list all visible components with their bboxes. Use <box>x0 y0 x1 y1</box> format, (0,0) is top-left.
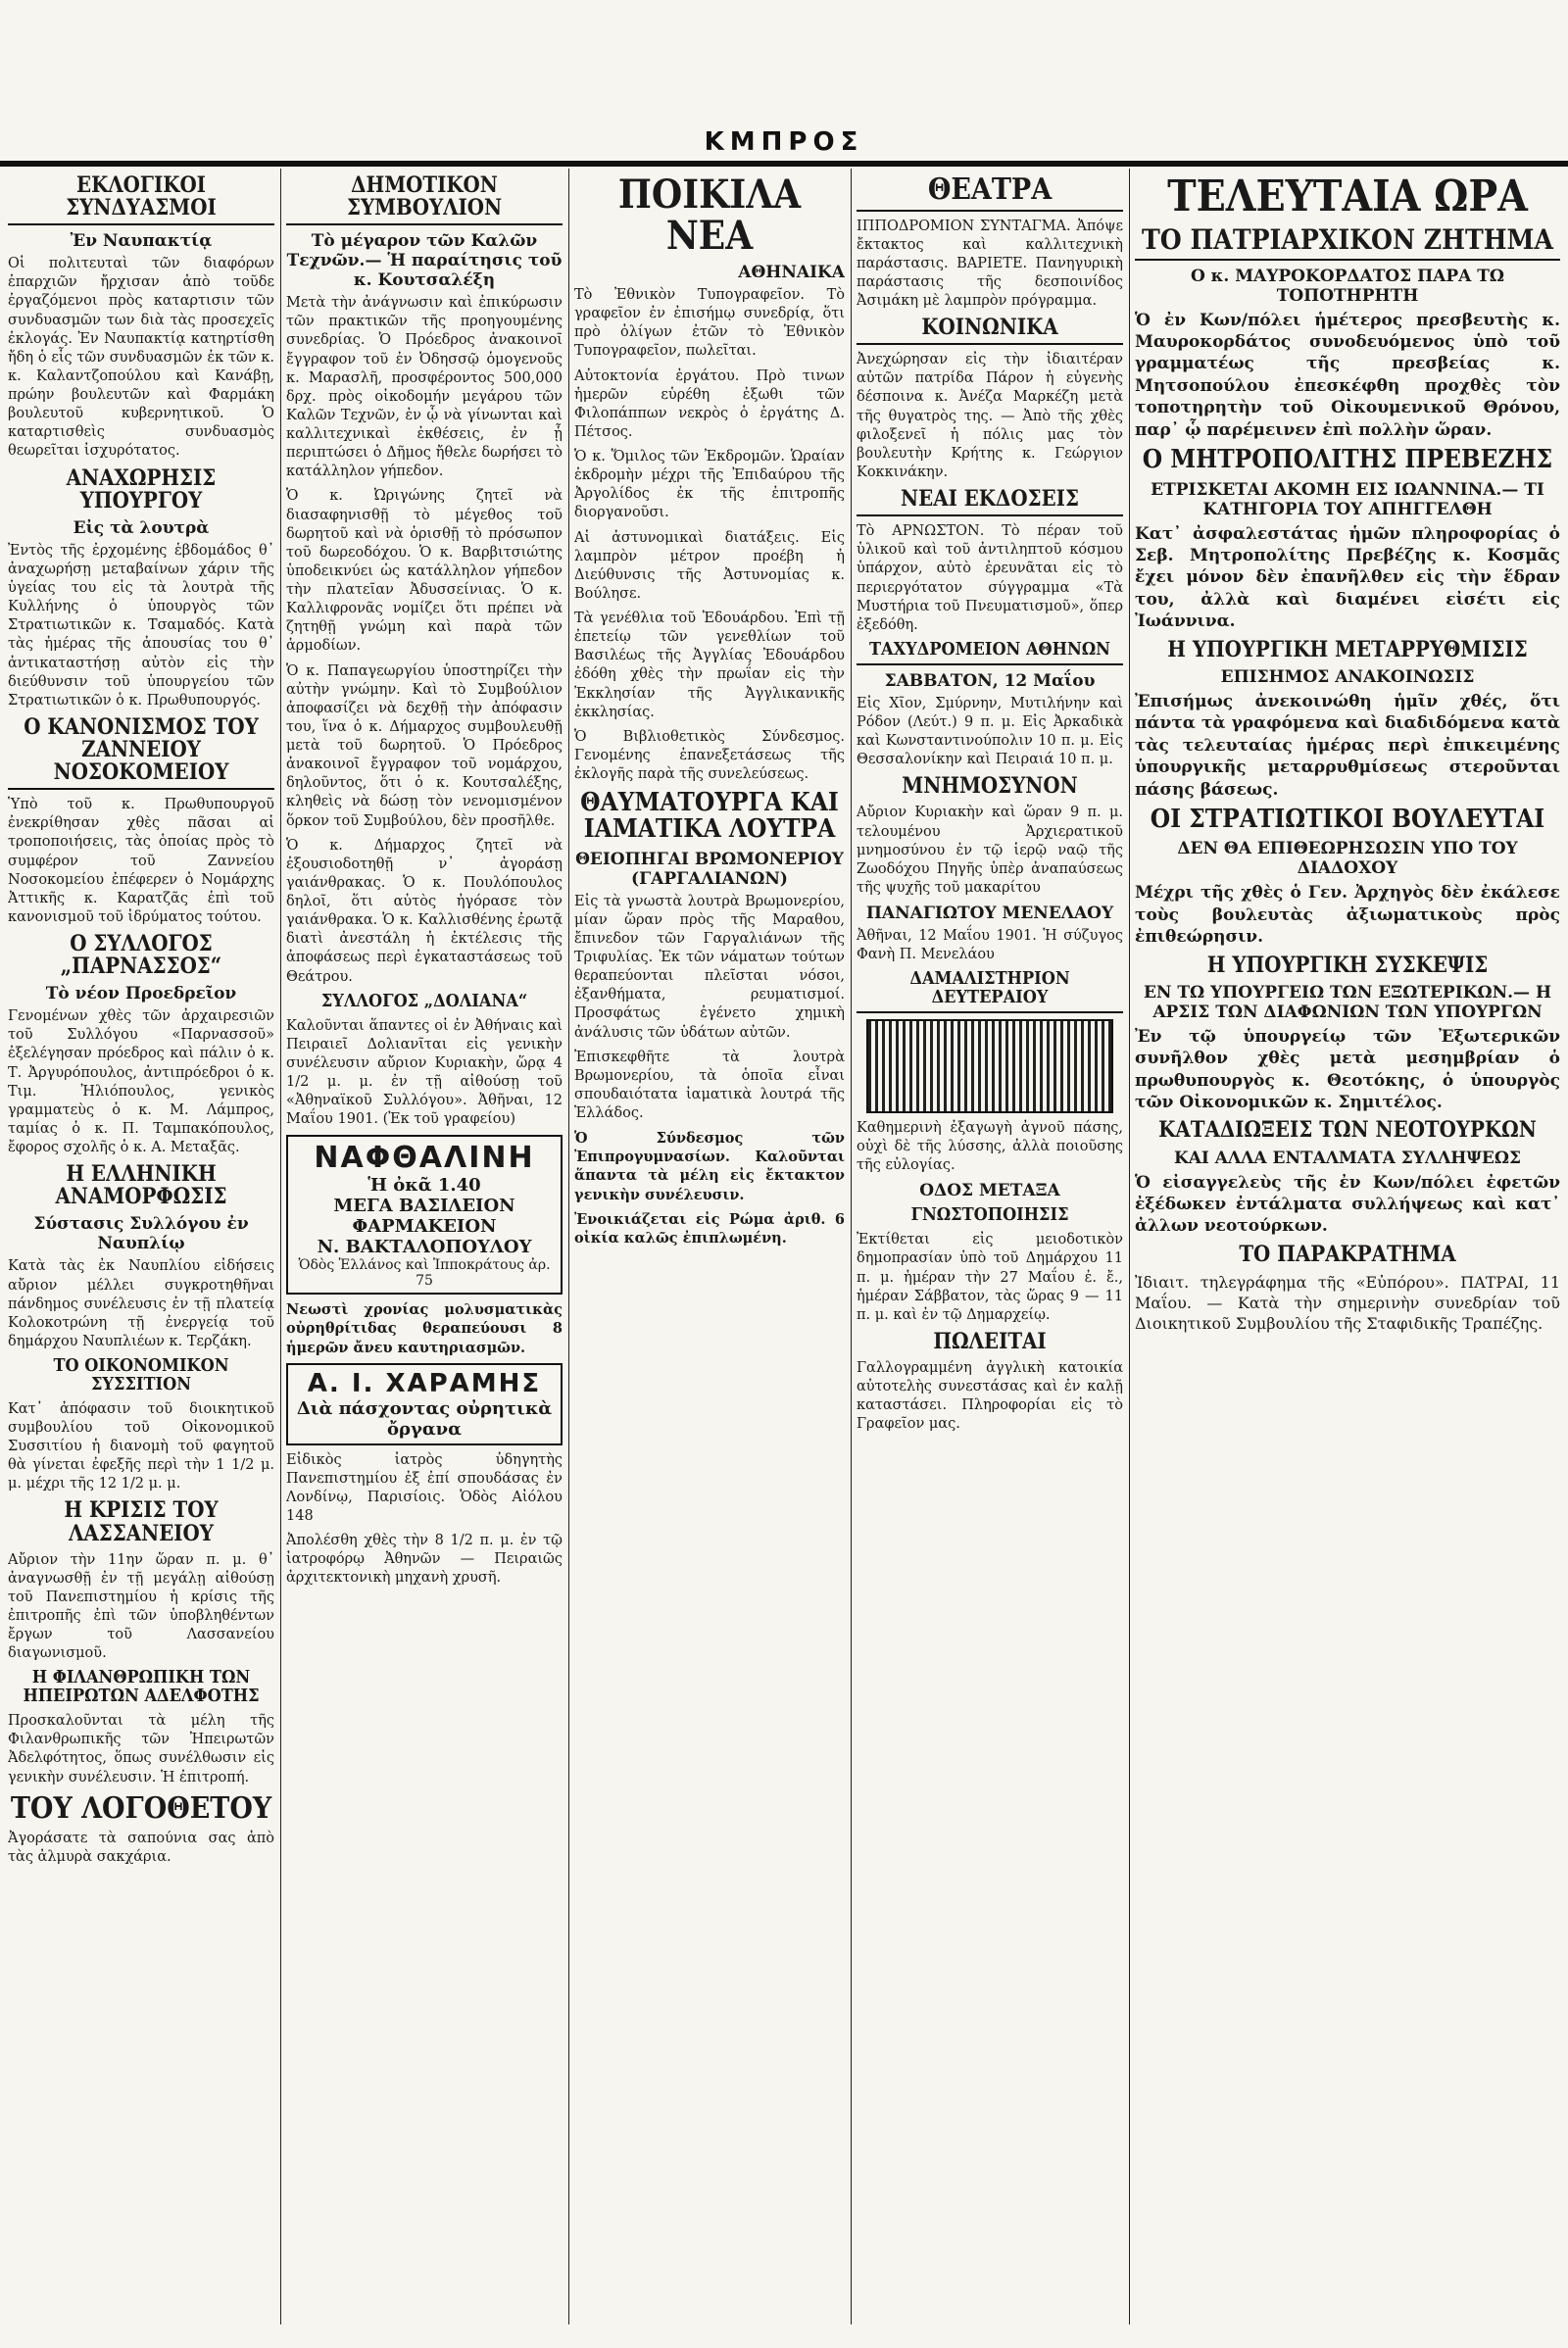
subhead: ΕΤΡΙΣΚΕΤΑΙ ΑΚΟΜΗ ΕΙΣ ΙΩΑΝΝΙΝΑ.— ΤΙ ΚΑΤΗΓΟΡΙΑ ΤΟΥ ΑΠΗΓΓΕΛΘΗ <box>1151 479 1544 519</box>
article-text: Ἀνεχώρησαν εἰς τὴν ἰδιαιτέραν αὐτῶν πατρίδα Πάρον ἡ εὐγενὴς δέσποινα κ. Ἀνέζα Μαρκέζη μετὰ τῆς θυγατρὸς της. — Ἀπὸ τῆς χθὲς φιλοξενεῖ ἡ πόλις μας τὸν βουλευτὴν Κρήτης κ. Γεώργιον Κοκκινάκην. <box>857 352 1123 480</box>
section-athenian: ΑΘΗΝΑΙΚΑ <box>738 263 845 282</box>
ad-title: ΝΑΦΘΑΛΙΝΗ <box>314 1141 535 1176</box>
headline-electoral: ΕΚΛΟΓΙΚΟΙ ΣΥΝΔΥΑΣΜΟΙ <box>8 174 274 225</box>
newspaper-page <box>0 169 1568 2324</box>
headline-doliana: ΣΥΛΛΟΓΟΣ „ΔΟΛΙΑΝΑ“ <box>320 990 528 1011</box>
headline-lassaneio: Η ΚΡΙΣΙΣ ΤΟΥ ΛΑΣΣΑΝΕΙΟΥ <box>64 1497 219 1546</box>
headline-preveza: Ο ΜΗΤΡΟΠΟΛΙΤΗΣ ΠΡΕΒΕΖΗΣ <box>1142 445 1553 475</box>
masthead <box>0 125 1568 165</box>
article-text: Ὁ κ. Ὠριγώνης ζητεῖ νὰ διασαφηνισθῇ τὸ μέγεθος τοῦ δωρητοῦ καὶ νὰ ὁρισθῇ τὸ πρόσωπον τοῦ δωρεοδόχου. Ὁ κ. Βαρβιτσιώτης ὑποδεικνύει ὡς κατάλληλον γήπεδον τὴν πλατεῖαν Ἀδυσσείνιας. Ὁ κ. Καλλιφρονᾶς νομίζει ὅτι πρέπει νὰ ζητηθῇ γνώμη καὶ παρὰ τῶν ἁρμοδίων. <box>286 488 563 655</box>
column-3 <box>574 169 845 2324</box>
article-text: Μέχρι τῆς χθὲς ὁ Γεν. Ἀρχηγὸς δὲν ἐκάλεσε τοὺς βουλευτὰς ἀξιωματικοὺς πρὸς ἐπιθεώρησιν. <box>1135 883 1560 948</box>
article-text: Καθημερινὴ ἐξαγωγὴ ἀγνοῦ πάσης, οὐχὶ δὲ τῆς λύσσης, ἀλλὰ ποιοῦσης τῆς εὐλογίας. <box>857 1120 1123 1174</box>
ad-price: Ἡ ὀκᾶ 1.40 <box>368 1175 481 1197</box>
column-5 <box>1135 169 1560 2324</box>
article-text: Ὑπὸ τοῦ κ. Πρωθυπουργοῦ ἐνεκρίθησαν χθὲς πᾶσαι αἱ τροποποιήσεις, τὰς ὁποίας πρὸς τὸ συμφέρον τοῦ Ζαννείου Νοσοκομείου ἐπέφερεν ὁ Νομάρχης Ἀττικῆς κ. Καρατζᾶς ἐπὶ τοῦ κανονισμοῦ τοῦ ἱδρύματος τούτου. <box>8 797 274 925</box>
article-text: Αὔριον Κυριακὴν καὶ ὥραν 9 π. μ. τελουμένου Ἀρχιερατικοῦ μνημοσύνου ἐν τῷ ἱερῷ ναῷ τῆς Ζωοδόχου Πηγῆς ὑπὲρ ἀναπαύσεως τῆς ψυχῆς τοῦ μακαρίτου <box>857 805 1123 896</box>
article-text: Γενομένων χθὲς τῶν ἀρχαιρεσιῶν τοῦ Συλλόγου «Παρνασσοῦ» ἐξελέγησαν πρόεδρος καὶ πάλιν ὁ κ. Τ. Ἀργυρόπουλος, ἀντιπρόεδροι ὁ κ. Τιμ. Ἠλιόπουλος, γενικὸς γραμματεὺς ὁ κ. Μ. Λάμπρος, ταμίας ὁ κ. Π. Ταμπακόπουλος, ἔφορος σχολῆς ὁ κ. Α. Μεταξᾶς. <box>8 1008 274 1156</box>
article-text: Εἰς Χῖον, Σμύρνην, Μυτιλήνην καὶ Ρόδον (Λεύτ.) 9 π. μ. Εἰς Ἀρκαδικὰ καὶ Κωνσταντινούπολιν 10 π. μ. Εἰς Θεσσαλονίκην καὶ Πειραιά 10 π. μ. <box>857 695 1123 768</box>
article-text: Ἐκτίθεται εἰς μειοδοτικὸν δημοπρασίαν ὑπὸ τοῦ Δημάρχου 11 π. μ. ἡμέραν τὴν 27 Μαΐου ἐ. ἔ., ἡμέραν Σάββατον, τὰς ὥρας 9 — 11 π. μ. καὶ ἐν τῷ Δημαρχείῳ. <box>857 1232 1123 1323</box>
article-text: Ὁ ἐν Κων/πόλει ἡμέτερος πρεσβευτὴς κ. Μαυροκορδάτος συνοδευόμενος ὑπὸ τοῦ γραμματέως τῆς πρεσβείας κ. Μητσοπούλου ἐπεσκέφθη προχθὲς τὸν τοποτηρητὴν τοῦ Οἰκουμενικοῦ Θρόνου, παρ᾽ ᾧ παρέμεινεν ἐπὶ πολλὴν ὥραν. <box>1135 310 1560 440</box>
article-text: Αἱ ἀστυνομικαὶ διατάξεις. Εἰς λαμπρὸν μέτρον προέβη ἡ Διεύθυνσις τῆς Ἀστυνομίας κ. Βούλησε. <box>574 529 845 602</box>
article-text: Οἱ πολιτευταὶ τῶν διαφόρων ἐπαρχιῶν ἤρχισαν ἀπὸ τοῦδε ἐργαζόμενοι πρὸς καταρτισιν τῶν συνδυασμῶν των διὰ τὰς προσεχεῖς ἐκλογάς. Ἐν Ναυπακτίᾳ κατηρτίσθη ἤδη ὁ εἷς τῶν συνδυασμῶν ἐκ τῶν κ. κ. Καλαντζοπούλου καὶ Κανάβῃ, πρώην βουλευτῶν καὶ Φαρμάκη βουλευτοῦ κυβερνητικοῦ. Ὁ καταρτισθεὶς συνδυασμὸς θεωρεῖται ἰσχυρότατος. <box>8 256 274 460</box>
subhead: ΕΠΙΣΗΜΟΣ ΑΝΑΚΟΙΝΩΣΙΣ <box>1220 666 1475 687</box>
article-text: Ὁ εἰσαγγελεὺς τῆς ἐν Κων/πόλει ἐφετῶν ἐξέδωκεν ἐντάλματα συλλήψεως καὶ κατ᾽ ἀλλων νεοτούρκων. <box>1135 1172 1560 1237</box>
article-text: Τὰ γενέθλια τοῦ Ἐδουάρδου. Ἐπὶ τῇ ἐπετείῳ τῶν γενεθλίων τοῦ Βασιλέως τῆς Ἀγγλίας Ἐδουάρδου ἐδόθη χθὲς τὴν πρωΐαν εἰς τὴν Ἐκκλησίαν τῆς Ἀγγλικανικῆς ἐκκλησίας. <box>574 611 845 720</box>
headline-minister-departure: ΑΝΑΧΩΡΗΣΙΣ ΥΠΟΥΡΓΟΥ <box>66 465 217 514</box>
subhead: ΣΑΒΒΑΤΟΝ, 12 Μαΐου <box>884 670 1096 691</box>
article-text: ΙΠΠΟΔΡΟΜΙΟΝ ΣΥΝΤΑΓΜΑ. Ἀπόψε ἔκτακτος καὶ καλλιτεχνικὴ παράστασις. ΒΑΡΙΕΤΕ. Πανηγυρικὴ παράστασις τῆς δεσποινίδος Ἀσιμάκη μὲ λαμπρὸν πρόγραμμα. <box>857 218 1123 309</box>
headline-for-sale: ΠΩΛΕΙΤΑΙ <box>933 1328 1047 1354</box>
article-text: Ὁ κ. Ὅμιλος τῶν Ἐκδρομῶν. Ὡραίαν ἐκδρομὴν μέχρι τῆς Ἐπιδαύρου τῆς Ἀργολίδος ἐκ τῆς ἐπιτροπῆς διοργανοῦσι. <box>574 449 845 521</box>
headline-zanneio: Ο ΚΑΝΟΝΙΣΜΟΣ ΤΟΥ ΖΑΝΝΕΙΟΥ ΝΟΣΟΚΟΜΕΙΟΥ <box>8 716 274 790</box>
headline-logothetou: ΤΟΥ ΛΟΓΟΘΕΤΟΥ <box>10 1790 272 1826</box>
article-text: Προσκαλοῦνται τὰ μέλη τῆς Φιλανθρωπικῆς τῶν Ἠπειρωτῶν Ἀδελφότητος, ὅπως συνέλθωσιν εἰς γενικὴν συνέλευσιν. Ἡ ἐπιτροπή. <box>8 1713 274 1785</box>
article-text: Εἰς τὰ γνωστὰ λουτρὰ Βρωμονερίου, μίαν ὥραν πρὸς τῆς Μαραθου, ἔπινεδον τῶν Γαργαλιάνων τῆς Τριφυλίας. Ἐκ τῶν νάματων τούτων θεραπεύονται πλεῖσται νόσοι, ἐξανθήματα, ρευματισμοί. Προσφάτως ἐγένετο χημικὴ ἀνάλυσις τῶν ὑδάτων αὐτῶν. <box>574 893 845 1041</box>
column-rule <box>280 169 281 2324</box>
naphthalene-ad <box>286 1135 563 1295</box>
ad-address: Ὁδὸς Ἑλλάνος καὶ Ἱπποκράτους ἀρ. 75 <box>298 1257 551 1290</box>
headline-patriarchal: ΤΟ ΠΑΤΡΙΑΡΧΙΚΟΝ ΖΗΤΗΜΑ <box>1135 225 1560 260</box>
subhead: Τὸ μέγαρον τῶν Καλῶν Τεχνῶν.— Ἡ παραίτησις τοῦ κ. Κουτσαλέξη <box>286 231 563 291</box>
address: ΟΔΟΣ ΜΕΤΑΞΑ <box>919 1181 1060 1201</box>
article-text: Κατ᾽ ἀσφαλεστάτας ἡμῶν πληροφορίας ὁ Σεβ. Μητροπολίτης Πρεβέζης κ. Κοσμᾶς ἔχει μόνον δὲν ἐπανῆλθεν εἰς τὴν ἕδραν του, ἀλλὰ καὶ διαμένει εἰσέτι εἰς Ἰωάννινα. <box>1135 523 1560 632</box>
subhead: ΘΕΙΟΠΗΓΑΙ ΒΡΩΜΟΝΕΡΙΟΥ (ΓΑΡΓΑΛΙΑΝΩΝ) <box>575 849 844 889</box>
article-text: Ἐντὸς τῆς ἐρχομένης ἑβδομάδος θ᾽ ἀναχωρήσῃ μεταβαίνων χάριν τῆς ὑγείας του εἰς τὰ λουτρὰ τῆς Κυλλήνης ὁ ὑπουργὸς τῶν Στρατιωτικῶν κ. Τσαμαδός. Κατὰ τὰς ἡμέρας τῆς ἀπουσίας του θ᾽ ἀντικαταστήσῃ αὐτὸν εἰς τὴν διεύθυνσιν τοῦ ὑπουργείου τῶν Στρατιωτικῶν ὁ κ. Πρωθυπουργός. <box>8 542 274 709</box>
headline-new-editions: ΝΕΑΙ ΕΚΔΟΣΕΙΣ <box>857 488 1123 516</box>
headline-last-hour: ΤΕΛΕΥΤΑΙΑ ΩΡΑ <box>1167 171 1528 221</box>
article-text: Ἀπολέσθη χθὲς τὴν 8 1/2 π. μ. ἐν τῷ ἰατροφόρῳ Ἀθηνῶν — Πειραιῶς ἀρχιτεκτονικὴ μηχανὴ χρυσῆ. <box>286 1533 563 1587</box>
subhead: Σύστασις Συλλόγου ἐν Ναυπλίῳ <box>33 1214 249 1254</box>
subhead: Εἰς τὰ λουτρὰ <box>73 517 210 538</box>
headline-reshuffle: Η ΥΠΟΥΡΓΙΚΗ ΜΕΤΑΡΡΥΘΜΙΣΙΣ <box>1167 636 1528 662</box>
headline-parnassos: Ο ΣΥΛΛΟΓΟΣ „ΠΑΡΝΑΣΣΟΣ“ <box>60 931 222 980</box>
article-text: Τὸ Ἐθνικὸν Τυπογραφεῖον. Τὸ γραφεῖον ἐν ἐπισήμῳ συνεδρίᾳ, ὅτι πρὸ ὀλίγων ἐτῶν τὸ Ἐθνικὸν Τυπογραφεῖον, πωλεῖται. <box>574 287 845 360</box>
article-text: Κατ᾽ ἀπόφασιν τοῦ διοικητικοῦ συμβουλίου τοῦ Οἰκονομικοῦ Συσσιτίου ἡ διανομὴ τοῦ φαγητοῦ θὰ γίνεται ἐφεξῆς περὶ τὴν 1 1/2 μ. μ. μέχρι τῆς 12 1/2 μ. μ. <box>8 1400 274 1492</box>
article-text: Ἰδιαιτ. τηλεγράφημα τῆς «Εὐπόρου». ΠΑΤΡΑΙ, 11 Μαΐου. — Κατὰ τὴν σημερινὴν συνεδρίαν τοῦ Διοικητικοῦ Συμβουλίου τῆς Σταφιδικῆς Τραπέζης. <box>1135 1272 1560 1334</box>
article-text: Κατὰ τὰς ἐκ Ναυπλίου εἰδήσεις αὔριον μέλλει συγκροτηθῆναι πάνδημος συνέλευσις ἐν τῇ πλατείᾳ Κολοκοτρώνη τῇ ἐνεργείᾳ τοῦ δημάρχου Ναυπλιέων κ. Τερζάκη. <box>8 1258 274 1349</box>
ad-text: Ἀγοράσατε τὰ σαπούνια σας ἀπὸ τὰς ἀλμυρὰ σακχάρια. <box>8 1831 274 1866</box>
headline-thermal-baths: ΘΑΥΜΑΤΟΥΡΓΑ ΚΑΙ ΙΑΜΑΤΙΚΑ ΛΟΥΤΡΑ <box>580 788 839 845</box>
subhead: ΕΝ ΤΩ ΥΠΟΥΡΓΕΙΩ ΤΩΝ ΕΞΩΤΕΡΙΚΩΝ.— Η ΑΡΣΙΣ ΤΩΝ ΔΙΑΦΩΝΙΩΝ ΤΩΝ ΥΠΟΥΡΓΩΝ <box>1143 982 1552 1022</box>
subhead: Ο κ. ΜΑΥΡΟΚΟΡΔΑΤΟΣ ΠΑΡΑ ΤΩ ΤΟΠΟΤΗΡΗΤΗ <box>1190 266 1505 306</box>
headline-social: ΚΟΙΝΩΝΙΚΑ <box>857 317 1123 345</box>
subhead: Ἐν Ναυπακτίᾳ <box>70 231 213 252</box>
headline-anamorfosis: Η ΕΛΛΗΝΙΚΗ ΑΝΑΜΟΡΦΩΣΙΣ <box>55 1161 227 1210</box>
article-text: Ὁ κ. Δήμαρχος ζητεῖ νὰ ἐξουσιοδοτηθῇ ν᾽ ἀγοράσῃ γαιάνθρακας. Ὁ κ. Πουλόπουλος δηλοῖ, ὅτι αὐτὸς ἠγόρασε τὸν γαιάνθρακα. Ὁ κ. Καλλισθένης ἐρωτᾷ διατὶ ἀνεστάλη ἡ ἐκτέλεσις τῆς ἀποφάσεως περὶ ἐγκαταστάσεως τοῦ Θεάτρου. <box>286 837 563 985</box>
article-text: Τὸ ΑΡΝΩΣΤΟΝ. Τὸ πέραν τοῦ ὑλικοῦ καὶ τοῦ ἀντιληπτοῦ κόσμου ὑπάρχον, αὐτὸ ἐρευνᾶται εἰς τὸ περιεργότατον σύγγραμμα «Τὰ Μυστήρια τοῦ Πνευματισμοῦ», ὅπερ ἐξεδόθη. <box>857 523 1123 633</box>
article-text: Γαλλογραμμένη ἀγγλικὴ κατοικία αὐτοτελὴς συνεστάσας καὶ ἐν καλῇ καταστάσει. Πληροφορίαι εἰς τὸ Γραφεῖον μας. <box>857 1360 1123 1433</box>
charamis-ad <box>286 1363 563 1445</box>
subhead: ΔΕΝ ΘΑ ΕΠΙΘΕΩΡΗΣΩΣΙΝ ΥΠΟ ΤΟΥ ΔΙΑΔΟΧΟΥ <box>1177 839 1518 879</box>
ad-title: Α. Ι. ΧΑΡΑΜΗΣ <box>307 1368 542 1398</box>
headline-municipal-council: ΔΗΜΟΤΙΚΟΝ ΣΥΜΒΟΥΛΙΟΝ <box>286 174 563 225</box>
column-rule <box>851 169 852 2324</box>
article-text: Μετὰ τὴν ἀνάγνωσιν καὶ ἐπικύρωσιν τῶν πρακτικῶν τῆς προηγουμένης συνεδρίας. Ὁ Πρόεδρος ἀνακοινοῖ ἔγγραφον τοῦ ἐν Ὀδησσῷ ὁμογενοῦς κ. Μαρασλῆ, προσφέροντος 500,000 δρχ. πρὸς οἰκοδομήν μεγάρου τῶν Καλῶν Τεχνῶν, ἐν ᾧ νὰ γίνωνται καὶ καλλιτεχνικαὶ ἐκθέσεις, ἐν ᾗ περιπτώσει ὁ Δῆμος ἤθελε δωρήσει τὸ κατάλληλον γήπεδον. <box>286 295 563 480</box>
newspaper-title: ΚΜΠΡΟΣ <box>704 127 864 157</box>
ad-pharmacy: ΜΕΓΑ ΒΑΣΙΛΕΙΟΝ ΦΑΡΜΑΚΕΙΟΝ <box>333 1196 515 1238</box>
headline-vaccination: ΔΑΜΑΛΙΣΤΗΡΙΟΝ ΔΕΥΤΕΡΑΙΟΥ <box>857 970 1123 1013</box>
subhead: ΚΑΙ ΑΛΛΑ ΕΝΤΑΛΜΑΤΑ ΣΥΛΛΗΨΕΩΣ <box>1173 1148 1522 1168</box>
memorial-name: ΠΑΝΑΓΙΩΤΟΥ ΜΕΝΕΛΑΟΥ <box>865 904 1114 924</box>
vaccination-illustration <box>866 1019 1113 1113</box>
ad-text: Νεωστὶ χρονίας μολυσματικὰς οὐρηθρίτιδας θεραπεύουσι 8 ἡμερῶν ἄνευ καυτηριασμῶν. <box>286 1301 563 1356</box>
masthead-rule <box>0 161 1568 167</box>
headline-withholding: ΤΟ ΠΑΡΑΚΡΑΤΗΜΑ <box>1239 1241 1456 1267</box>
article-text: Ἀθῆναι, 12 Μαΐου 1901. Ἡ σύζυγος Φανὴ Π. Μενελάου <box>857 928 1123 963</box>
subhead: Τὸ νέον Προεδρεῖον <box>45 984 237 1004</box>
article-text: Ὁ κ. Παπαγεωργίου ὑποστηρίζει τὴν αὐτὴν γνώμην. Καὶ τὸ Συμβούλιον ἀποφασίζει νὰ δεχθῇ τὴν ἀπόφασιν του, ἵνα ὁ κ. Δήμαρχος συμβουλευθῇ μετὰ τοῦ δωρητοῦ. Ὁ Πρόεδρος ἀνακοινοῖ ἔγγραφον τοῦ νομάρχου, δηλοῦντος, ὅτι ὁ κ. Κουτσαλέξης, κληθεὶς νὰ δώσῃ τὸν νενομισμένον ὅρκον τοῦ Συμβούλου, δὲν προσῆλθε. <box>286 662 563 829</box>
column-4 <box>857 169 1123 2324</box>
article-text: Αὔριον τὴν 11ην ὥραν π. μ. θ᾽ ἀναγνωσθῇ ἐν τῇ μεγάλῃ αἰθούσῃ τοῦ Πανεπιστημίου ἡ κρίσις τῆς ἐπιτροπῆς ἐπὶ τῶν ὑποβληθέντων ἔργων τοῦ Λασσανείου διαγωνισμοῦ. <box>8 1551 274 1662</box>
article-text: Ἐπισήμως ἀνεκοινώθη ἡμῖν χθές, ὅτι πάντα τὰ γραφόμενα καὶ διαδιδόμενα κατὰ τὰς τελευταίας ἡμέρας περὶ ἐπικειμένης ὑπουργικῆς μεταρρυθμίσεως στεροῦνται πάσης βάσεως. <box>1135 691 1560 800</box>
article-text: Αὐτοκτονία ἐργάτου. Πρὸ τινων ἡμερῶν εὑρέθη ἐξωθι τῶν Φιλοπάππων νεκρὸς ὁ ἐργάτης Δ. Πέτσος. <box>574 367 845 440</box>
article-text: Ἐπισκεφθῆτε τὰ λουτρὰ Βρωμονερίου, τὰ ὁποῖα εἶναι σπουδαιότατα ἰαματικὰ λουτρά τῆς Ἑλλάδος. <box>574 1049 845 1122</box>
article-text: Ὁ Βιβλιοθετικὸς Σύνδεσμος. Γενομένης ἐπανεξετάσεως τῆς ἐκλογῆς παρὰ τῆς συνελεύσεως. <box>574 728 845 782</box>
article-text: Ἐν τῷ ὑπουργείῳ τῶν Ἐξωτερικῶν συνῆλθον χθὲς μετὰ μεσημβρίαν ὁ πρωθυπουργὸς κ. Θεοτόκης, ὁ ὑπουργὸς τῶν Οἰκονομικῶν κ. Σημιτέλος. <box>1135 1026 1560 1112</box>
headline-theatres: ΘΕΑΤΡΑ <box>857 174 1123 212</box>
article-text: Ὁ Σύνδεσμος τῶν Ἐπιπρογυμνασίων. Καλοῦνται ἅπαντα τὰ μέλη εἰς ἔκτακτον γενικὴν συνέλευσιν. <box>574 1130 845 1203</box>
ad-subtitle: Διὰ πάσχοντας οὐρητικὰ ὄργανα <box>296 1397 553 1440</box>
headline-memorial: ΜΝΗΜΟΣΥΝΟΝ <box>902 773 1078 800</box>
headline-post-office: ΤΑΧΥΔΡΟΜΕΙΟΝ ΑΘΗΝΩΝ <box>857 641 1123 665</box>
article-text: Ἐνοικιάζεται εἰς Ρώμα ἀριθ. 6 οἰκία καλῶς ἐπιπλωμένη. <box>574 1210 845 1247</box>
column-rule <box>568 169 569 2324</box>
column-2 <box>286 169 563 2324</box>
headline-young-turks: ΚΑΤΑΔΙΩΞΕΙΣ ΤΩΝ ΝΕΟΤΟΥΡΚΩΝ <box>1158 1117 1537 1144</box>
headline-philanthropic: Η ΦΙΛΑΝΘΡΩΠΙΚΗ ΤΩΝ ΗΠΕΙΡΩΤΩΝ ΑΔΕΛΦΟΤΗΣ <box>23 1667 260 1707</box>
headline-announcement: ΓΝΩΣΤΟΠΟΙΗΣΙΣ <box>910 1204 1069 1226</box>
headline-syssition: ΤΟ ΟΙΚΟΝΟΜΙΚΟΝ ΣΥΣΣΙΤΙΟΝ <box>53 1355 229 1394</box>
column-rule <box>1129 169 1130 2324</box>
headline-military-mps: ΟΙ ΣΤΡΑΤΙΩΤΙΚΟΙ ΒΟΥΛΕΥΤΑΙ <box>1150 804 1545 834</box>
article-text: Καλοῦνται ἅπαντες οἱ ἐν Ἀθήναις καὶ Πειραιεῖ Δολιανῖται εἰς γενικὴν συνέλευσιν αὔριον Κυριακὴν, ὥρᾳ 4 1/2 μ. μ. ἐν τῇ αἰθούσῃ τοῦ «Ἀθηναϊκοῦ Συλλόγου». Ἀθῆναι, 12 Μαΐου 1901. (Ἐκ τοῦ γραφείου) <box>286 1017 563 1128</box>
article-text: Εἰδικὸς ἰατρὸς ὑδηγητὴς Πανεπιστημίου ἐξ ἐπί σπουδάσας ἐν Λονδίνῳ, Παρισίοις. Ὁδὸς Αἰόλου 148 <box>286 1451 563 1525</box>
column-1 <box>8 169 274 2324</box>
ad-owner: Ν. ΒΑΚΤΑΛΟΠΟΥΛΟΥ <box>317 1237 532 1258</box>
headline-poikila-nea: ΠΟΙΚΙΛΑ ΝΕΑ <box>617 171 802 259</box>
headline-cabinet-meeting: Η ΥΠΟΥΡΓΙΚΗ ΣΥΣΚΕΨΙΣ <box>1206 952 1489 978</box>
